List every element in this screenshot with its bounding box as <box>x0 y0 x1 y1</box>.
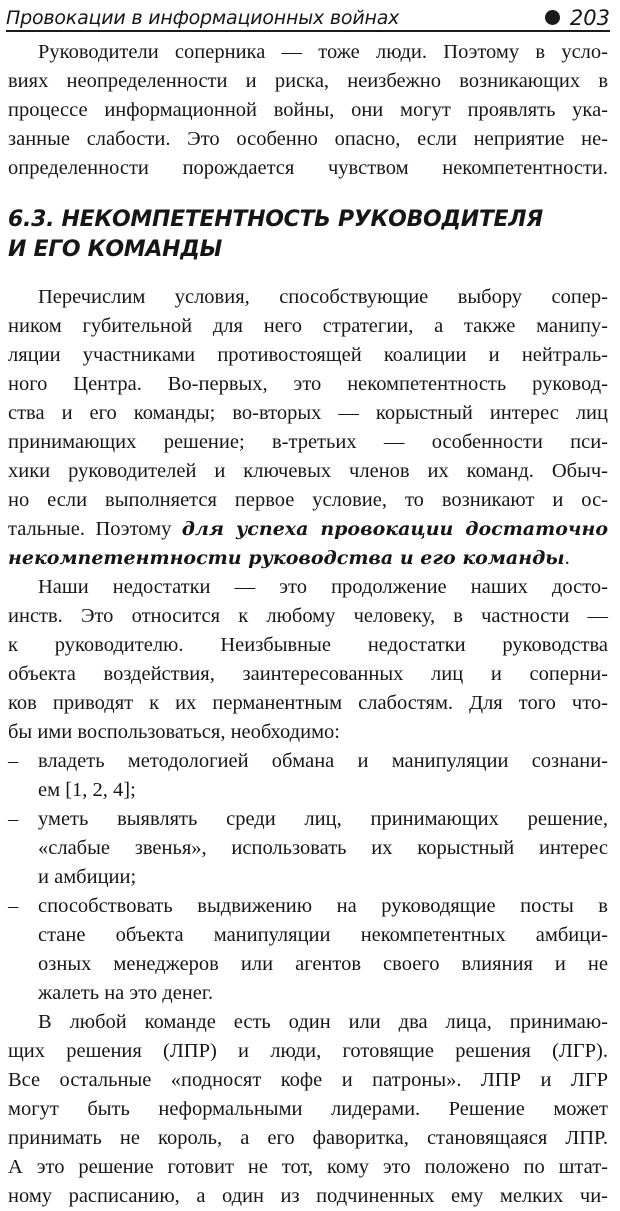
list-item-line: и амбиции; <box>38 866 137 888</box>
text-line: Все остальные «подносят кофе и патроны». ЛПР и ЛГР <box>8 1069 608 1091</box>
running-head-title: Провокации в информационных войнах <box>6 7 400 29</box>
text-line: А это решение готовит не тот, кому это положено по штат- <box>8 1156 608 1178</box>
text-line: инств. Это относится к любому человеку, в частности — <box>8 605 608 627</box>
list-item-line: – способствовать выдвижению на руководящие посты в <box>8 892 608 921</box>
text-line-with-emphasis <box>8 544 608 573</box>
text-line: Наши недостатки — это продолжение наших досто- <box>38 576 608 598</box>
plain-text: тальные. Поэтому <box>8 518 182 540</box>
list-item-line: – уметь выявлять среди лиц, принимающих решение, <box>8 805 608 834</box>
paragraph-2 <box>8 283 608 573</box>
emphasis-text: для успеха провокации достаточно <box>181 518 608 540</box>
text-line: В любой команде есть один или два лица, принимаю- <box>38 1011 608 1033</box>
text-line-with-emphasis <box>8 515 608 544</box>
text-line: ного Центра. Во-первых, это некомпетентность руковод- <box>8 373 608 395</box>
page-number: 203 <box>569 6 610 30</box>
paragraph-3 <box>8 573 608 747</box>
text-line: могут быть неформальными лидерами. Решение может <box>8 1098 608 1120</box>
text-line: бы ими воспользоваться, необходимо: <box>8 721 341 743</box>
list-item-line: ем [1, 2, 4]; <box>38 779 136 801</box>
list-item <box>8 892 608 1008</box>
list-item-line: жалеть на это денег. <box>38 982 214 1004</box>
text-line: ляции участниками противостоящей коалиции и нейтраль- <box>8 344 608 366</box>
section-heading-line-2: И ЕГО КОМАНДЫ <box>8 237 222 262</box>
bullet-dot-icon <box>545 10 560 25</box>
running-head <box>6 2 610 32</box>
list-item-line: – владеть методологией обмана и манипуляции сознани- <box>8 747 608 776</box>
section-heading-line-1: 6.3. НЕКОМПЕТЕНТНОСТЬ РУКОВОДИТЕЛЯ <box>8 207 543 232</box>
emphasis-text: некомпетентности руководства и его команды <box>8 547 565 569</box>
page-content <box>8 38 608 1211</box>
text-line: процессе информационной войны, они могут проявлять ука- <box>8 99 608 121</box>
running-head-right <box>545 6 610 30</box>
text-line: ником губительной для него стратегии, а также манипу- <box>8 315 608 337</box>
plain-text: . <box>564 547 570 569</box>
text-line: к руководителю. Неизбывные недостатки руководства <box>8 634 608 656</box>
list-item <box>8 805 608 892</box>
list-item <box>8 747 608 805</box>
text-line: ства и его команды; во-вторых — корыстный интерес лиц <box>8 402 608 424</box>
paragraph-1 <box>8 38 608 183</box>
text-line: щих решения (ЛПР) и люди, готовящие решения (ЛГР). <box>8 1040 608 1062</box>
dash-list <box>8 747 608 1008</box>
text-line: занные слабости. Это особенно опасно, если неприятие не- <box>8 128 608 150</box>
text-line: Руководители соперника — тоже люди. Поэтому в усло- <box>38 41 608 63</box>
section-heading <box>8 205 608 265</box>
dash-marker: – <box>8 750 19 772</box>
text-line: Перечислим условия, способствующие выбору сопер- <box>38 286 608 308</box>
paragraph-4 <box>8 1008 608 1211</box>
text-line: но если выполняется первое условие, то возникают и ос- <box>8 489 608 511</box>
dash-marker: – <box>8 895 19 917</box>
text-line: принимать не король, а его фаворитка, становящаяся ЛПР. <box>8 1127 608 1149</box>
text-line: ному расписанию, а один из подчиненных ему мелких чи- <box>8 1185 608 1207</box>
dash-marker: – <box>8 808 19 830</box>
list-item-line: стане объекта манипуляции некомпетентных амбици- <box>38 924 608 946</box>
text-line: ков приводят к их перманентным слабостям. Для того что- <box>8 692 608 714</box>
text-line: определенности порождается чувством некомпетентности. <box>8 157 608 179</box>
list-item-line: «слабые звенья», использовать их корыстный интерес <box>38 837 608 859</box>
list-item-line: озных менеджеров или агентов своего влияния и не <box>38 953 608 975</box>
text-line: принимающих решение; в-третьих — особенности пси- <box>8 431 608 453</box>
text-line: хики руководителей и ключевых членов их команд. Обыч- <box>8 460 608 482</box>
text-line: виях неопределенности и риска, неизбежно возникающих в <box>8 70 608 92</box>
text-line: объекта воздействия, заинтересованных лиц и соперни- <box>8 663 608 685</box>
